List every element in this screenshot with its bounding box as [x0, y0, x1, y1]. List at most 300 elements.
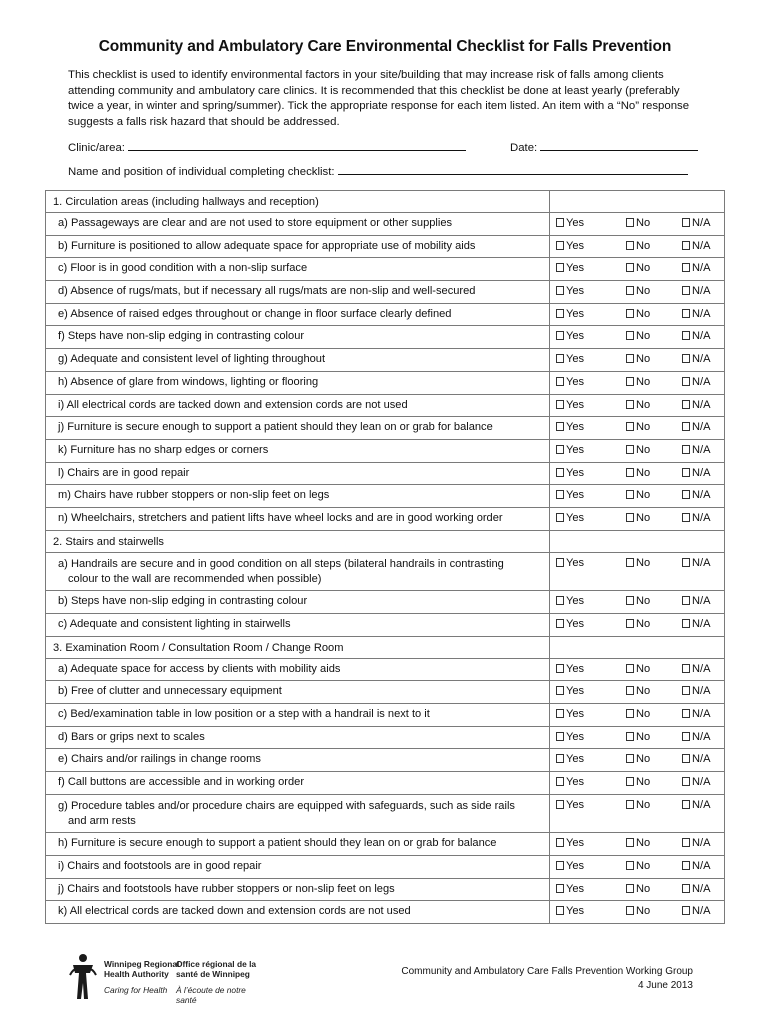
option-na[interactable]: [682, 444, 711, 456]
checkbox-icon[interactable]: [556, 241, 564, 250]
item-text: b) Furniture is positioned to allow adequate space for appropriate use of mobility aids: [58, 239, 476, 252]
option-yes[interactable]: [556, 376, 584, 388]
option-na[interactable]: [682, 308, 711, 320]
response-options: [550, 303, 725, 326]
checkbox-icon[interactable]: [626, 218, 634, 227]
response-options: [550, 394, 725, 417]
option-yes[interactable]: [556, 512, 584, 524]
option-label: No: [636, 595, 651, 608]
checkbox-icon[interactable]: [626, 354, 634, 363]
date-label: Date:: [510, 142, 538, 154]
checkbox-icon[interactable]: [682, 309, 690, 318]
option-no[interactable]: [626, 731, 650, 743]
checkbox-icon[interactable]: [556, 513, 564, 522]
completer-blank-line[interactable]: [338, 164, 688, 175]
option-label: Yes: [566, 443, 585, 456]
checkbox-icon[interactable]: [682, 906, 690, 915]
item-question: [46, 878, 550, 901]
option-no[interactable]: [626, 595, 650, 607]
intro-paragraph: This checklist is used to identify environmental factors in your site/building that may increase risk of falls among clients attending community and ambulatory care clinics. It is recommended that this checklist be done at least yearly (preferably twice a year, in winter and spring/summer). Tick the appropriate response for each item listed. An item with a “No” response suggests a falls risk hazard that should be addressed.: [68, 69, 690, 128]
option-label: N/A: [692, 375, 711, 388]
item-question: [46, 258, 550, 281]
checkbox-icon[interactable]: [626, 709, 634, 718]
checkbox-icon[interactable]: [556, 732, 564, 741]
checkbox-icon[interactable]: [626, 263, 634, 272]
section-blank-cell: [550, 636, 725, 658]
completer-label: Name and position of individual completing checklist:: [68, 166, 335, 178]
checkbox-icon[interactable]: [626, 513, 634, 522]
option-label: Yes: [566, 511, 585, 524]
checklist-item-row: [46, 349, 725, 372]
checkbox-icon[interactable]: [682, 354, 690, 363]
option-na[interactable]: [682, 595, 711, 607]
checkbox-icon[interactable]: [556, 286, 564, 295]
checkbox-icon[interactable]: [556, 331, 564, 340]
option-label: No: [636, 798, 651, 811]
section-title: 3. Examination Room / Consultation Room / Change Room: [46, 636, 550, 658]
item-text: c) Bed/examination table in low position or a step with a handrail is next to it: [58, 707, 430, 720]
option-label: No: [636, 262, 651, 275]
option-yes[interactable]: [556, 330, 584, 342]
option-na[interactable]: [682, 262, 711, 274]
checkbox-icon[interactable]: [556, 619, 564, 628]
option-yes[interactable]: [556, 217, 584, 229]
option-label: No: [636, 421, 651, 434]
date-blank-line[interactable]: [540, 140, 698, 151]
option-na[interactable]: [682, 708, 711, 720]
item-text: i) Chairs and footstools are in good repair: [58, 859, 262, 872]
checkbox-icon[interactable]: [556, 218, 564, 227]
option-na[interactable]: [682, 776, 711, 788]
checkbox-icon[interactable]: [626, 619, 634, 628]
checkbox-icon[interactable]: [682, 686, 690, 695]
option-label: Yes: [566, 730, 585, 743]
option-yes[interactable]: [556, 776, 584, 788]
option-label: N/A: [692, 353, 711, 366]
item-text: l) Chairs are in good repair: [58, 466, 190, 479]
option-label: N/A: [692, 511, 711, 524]
item-question: [46, 901, 550, 924]
checkbox-icon[interactable]: [626, 400, 634, 409]
clinic-blank-line[interactable]: [128, 140, 466, 151]
option-na[interactable]: [682, 618, 711, 630]
checkbox-icon[interactable]: [682, 331, 690, 340]
option-label: No: [636, 859, 651, 872]
checkbox-icon[interactable]: [626, 732, 634, 741]
item-text: b) Free of clutter and unnecessary equipment: [58, 685, 282, 698]
option-no[interactable]: [626, 217, 650, 229]
option-label: N/A: [692, 837, 711, 850]
option-yes[interactable]: [556, 308, 584, 320]
checkbox-icon[interactable]: [626, 754, 634, 763]
checkbox-icon[interactable]: [556, 754, 564, 763]
item-text: m) Chairs have rubber stoppers or non-slip feet on legs: [58, 489, 330, 502]
option-no[interactable]: [626, 444, 650, 456]
option-no[interactable]: [626, 618, 650, 630]
footer-date: 4 June 2013: [637, 980, 693, 991]
item-text: f) Steps have non-slip edging in contrasting colour: [58, 330, 305, 343]
checkbox-icon[interactable]: [626, 686, 634, 695]
option-label: Yes: [566, 239, 585, 252]
option-na[interactable]: [682, 421, 711, 433]
checkbox-icon[interactable]: [626, 884, 634, 893]
checkbox-icon[interactable]: [626, 331, 634, 340]
option-yes[interactable]: [556, 708, 584, 720]
option-na[interactable]: [682, 353, 711, 365]
option-na[interactable]: [682, 685, 711, 697]
item-question: [46, 591, 550, 614]
option-yes[interactable]: [556, 595, 584, 607]
response-options: [550, 591, 725, 614]
item-text: h) Furniture is secure enough to support a patient should they lean on or grab for balance: [58, 837, 497, 850]
checkbox-icon[interactable]: [626, 377, 634, 386]
checkbox-icon[interactable]: [626, 861, 634, 870]
option-no[interactable]: [626, 512, 650, 524]
option-label: No: [636, 307, 651, 320]
option-label: Yes: [566, 421, 585, 434]
response-options: [550, 439, 725, 462]
option-no[interactable]: [626, 489, 650, 501]
option-label: Yes: [566, 775, 585, 788]
option-label: No: [636, 353, 651, 366]
checkbox-icon[interactable]: [682, 286, 690, 295]
checkbox-icon[interactable]: [556, 800, 564, 809]
checkbox-icon[interactable]: [682, 596, 690, 605]
checkbox-icon[interactable]: [682, 490, 690, 499]
checkbox-icon[interactable]: [556, 490, 564, 499]
completer-field[interactable]: [68, 164, 688, 178]
checkbox-icon[interactable]: [682, 422, 690, 431]
option-yes[interactable]: [556, 837, 584, 849]
checkbox-icon[interactable]: [626, 664, 634, 673]
section-header-row: [46, 636, 725, 658]
checkbox-icon[interactable]: [626, 838, 634, 847]
checkbox-icon[interactable]: [626, 468, 634, 477]
option-na[interactable]: [682, 905, 711, 917]
checklist-item-row: [46, 703, 725, 726]
option-no[interactable]: [626, 262, 650, 274]
checkbox-icon[interactable]: [556, 709, 564, 718]
checkbox-icon[interactable]: [682, 241, 690, 250]
checkbox-icon[interactable]: [556, 309, 564, 318]
option-label: No: [636, 398, 651, 411]
checkbox-icon[interactable]: [682, 709, 690, 718]
checkbox-icon[interactable]: [626, 596, 634, 605]
option-na[interactable]: [682, 883, 711, 895]
checkbox-icon[interactable]: [626, 490, 634, 499]
option-label: No: [636, 443, 651, 456]
option-label: Yes: [566, 285, 585, 298]
checkbox-icon[interactable]: [556, 686, 564, 695]
option-yes[interactable]: [556, 883, 584, 895]
option-na[interactable]: [682, 467, 711, 479]
checkbox-icon[interactable]: [556, 558, 564, 567]
item-text: k) All electrical cords are tacked down and extension cords are not used: [58, 905, 411, 918]
response-options: [550, 726, 725, 749]
checkbox-icon[interactable]: [626, 445, 634, 454]
option-na[interactable]: [682, 512, 711, 524]
date-field[interactable]: [510, 140, 698, 154]
item-text: n) Wheelchairs, stretchers and patient lifts have wheel locks and are in good working order: [58, 511, 503, 524]
option-yes[interactable]: [556, 353, 584, 365]
checkbox-icon[interactable]: [682, 218, 690, 227]
option-label: N/A: [692, 859, 711, 872]
option-yes[interactable]: [556, 753, 584, 765]
checkbox-icon[interactable]: [556, 838, 564, 847]
logo-tagline-fr: À l’écoute de notre santé: [176, 985, 246, 1005]
option-yes[interactable]: [556, 467, 584, 479]
option-no[interactable]: [626, 308, 650, 320]
response-options: [550, 507, 725, 530]
option-label: N/A: [692, 285, 711, 298]
checkbox-icon[interactable]: [682, 445, 690, 454]
option-label: Yes: [566, 262, 585, 275]
checkbox-icon[interactable]: [626, 558, 634, 567]
checkbox-icon[interactable]: [556, 354, 564, 363]
option-label: Yes: [566, 398, 585, 411]
option-no[interactable]: [626, 285, 650, 297]
checkbox-icon[interactable]: [626, 309, 634, 318]
logo-french: Office régional de la santé de Winnipeg: [176, 959, 257, 979]
item-text: f) Call buttons are accessible and in working order: [58, 775, 305, 788]
checkbox-icon[interactable]: [682, 884, 690, 893]
response-options: [550, 326, 725, 349]
checkbox-icon[interactable]: [626, 906, 634, 915]
option-label: No: [636, 905, 651, 918]
option-na[interactable]: [682, 217, 711, 229]
checkbox-icon[interactable]: [556, 445, 564, 454]
option-label: No: [636, 511, 651, 524]
item-question: [46, 235, 550, 258]
checkbox-icon[interactable]: [626, 800, 634, 809]
checkbox-icon[interactable]: [556, 884, 564, 893]
option-yes[interactable]: [556, 618, 584, 630]
response-options: [550, 485, 725, 508]
option-label: No: [636, 285, 651, 298]
option-na[interactable]: [682, 663, 711, 675]
checkbox-icon[interactable]: [682, 377, 690, 386]
item-text: d) Absence of rugs/mats, but if necessary all rugs/mats are non-slip and well-secured: [58, 285, 476, 298]
checkbox-icon[interactable]: [626, 422, 634, 431]
option-na[interactable]: [682, 860, 711, 872]
option-na[interactable]: [682, 837, 711, 849]
option-label: N/A: [692, 882, 711, 895]
option-no[interactable]: [626, 753, 650, 765]
checkbox-icon[interactable]: [556, 664, 564, 673]
option-no[interactable]: [626, 685, 650, 697]
option-na[interactable]: [682, 489, 711, 501]
checkbox-icon[interactable]: [556, 596, 564, 605]
checkbox-icon[interactable]: [556, 400, 564, 409]
option-no[interactable]: [626, 860, 650, 872]
item-text: b) Steps have non-slip edging in contrasting colour: [58, 595, 308, 608]
option-na[interactable]: [682, 399, 711, 411]
checkbox-icon[interactable]: [556, 377, 564, 386]
item-question: [46, 855, 550, 878]
option-na[interactable]: [682, 376, 711, 388]
response-options: [550, 703, 725, 726]
option-label: N/A: [692, 421, 711, 434]
item-question: [46, 462, 550, 485]
option-no[interactable]: [626, 799, 650, 811]
option-no[interactable]: [626, 708, 650, 720]
option-yes[interactable]: [556, 799, 584, 811]
checkbox-icon[interactable]: [682, 838, 690, 847]
checkbox-icon[interactable]: [682, 664, 690, 673]
option-label: Yes: [566, 307, 585, 320]
wrha-figure-icon: [68, 953, 98, 1001]
section-header-row: [46, 191, 725, 213]
option-yes[interactable]: [556, 731, 584, 743]
checkbox-icon[interactable]: [682, 400, 690, 409]
option-na[interactable]: [682, 330, 711, 342]
response-options: [550, 552, 725, 591]
option-yes[interactable]: [556, 557, 584, 569]
option-label: Yes: [566, 466, 585, 479]
option-yes[interactable]: [556, 685, 584, 697]
checkbox-icon[interactable]: [682, 619, 690, 628]
item-question: [46, 303, 550, 326]
item-question: [46, 485, 550, 508]
checkbox-icon[interactable]: [682, 754, 690, 763]
item-text: a) Handrails are secure and in good condition on all steps (bilateral handrails in contrasting: [58, 557, 504, 570]
option-na[interactable]: [682, 799, 711, 811]
footer-credit: [401, 965, 693, 993]
option-label: N/A: [692, 662, 711, 675]
item-text: d) Bars or grips next to scales: [58, 730, 205, 743]
option-label: N/A: [692, 556, 711, 569]
checkbox-icon[interactable]: [556, 422, 564, 431]
checkbox-icon[interactable]: [556, 861, 564, 870]
option-label: N/A: [692, 239, 711, 252]
checkbox-icon[interactable]: [682, 861, 690, 870]
checkbox-icon[interactable]: [682, 513, 690, 522]
checklist-item-row: [46, 591, 725, 614]
item-text: e) Absence of raised edges throughout or change in floor surface clearly defined: [58, 307, 452, 320]
option-yes[interactable]: [556, 421, 584, 433]
option-label: N/A: [692, 730, 711, 743]
option-yes[interactable]: [556, 905, 584, 917]
response-options: [550, 417, 725, 440]
option-yes[interactable]: [556, 240, 584, 252]
item-question: [46, 613, 550, 636]
checkbox-icon[interactable]: [556, 263, 564, 272]
checkbox-icon[interactable]: [556, 777, 564, 786]
option-label: N/A: [692, 617, 711, 630]
item-question: [46, 213, 550, 236]
option-label: No: [636, 489, 651, 502]
option-no[interactable]: [626, 467, 650, 479]
checkbox-icon[interactable]: [682, 558, 690, 567]
option-na[interactable]: [682, 285, 711, 297]
option-na[interactable]: [682, 753, 711, 765]
option-no[interactable]: [626, 883, 650, 895]
option-no[interactable]: [626, 330, 650, 342]
option-label: No: [636, 617, 651, 630]
item-text: j) Chairs and footstools have rubber stoppers or non-slip feet on legs: [58, 882, 395, 895]
option-label: No: [636, 730, 651, 743]
option-yes[interactable]: [556, 663, 584, 675]
item-question: [46, 681, 550, 704]
checkbox-icon[interactable]: [626, 241, 634, 250]
checkbox-icon[interactable]: [682, 468, 690, 477]
option-no[interactable]: [626, 776, 650, 788]
response-options: [550, 281, 725, 304]
option-no[interactable]: [626, 376, 650, 388]
item-question: [46, 507, 550, 530]
checklist-item-row: [46, 681, 725, 704]
item-text: j) Furniture is secure enough to support a patient should they lean on or grab for balance: [58, 421, 493, 434]
option-no[interactable]: [626, 837, 650, 849]
item-question: [46, 417, 550, 440]
option-na[interactable]: [682, 731, 711, 743]
option-no[interactable]: [626, 353, 650, 365]
option-label: Yes: [566, 330, 585, 343]
option-label: N/A: [692, 443, 711, 456]
response-options: [550, 681, 725, 704]
option-label: Yes: [566, 217, 585, 229]
option-label: N/A: [692, 707, 711, 720]
option-label: Yes: [566, 375, 585, 388]
checklist-item-row: [46, 258, 725, 281]
option-no[interactable]: [626, 399, 650, 411]
item-question: [46, 326, 550, 349]
item-question: [46, 552, 550, 591]
checkbox-icon[interactable]: [556, 468, 564, 477]
option-label: No: [636, 753, 651, 766]
clinic-field[interactable]: [68, 140, 466, 154]
option-label: N/A: [692, 330, 711, 343]
option-label: Yes: [566, 753, 585, 766]
option-no[interactable]: [626, 905, 650, 917]
option-yes[interactable]: [556, 489, 584, 501]
option-label: No: [636, 466, 651, 479]
item-question: [46, 794, 550, 833]
option-yes[interactable]: [556, 444, 584, 456]
option-yes[interactable]: [556, 262, 584, 274]
option-no[interactable]: [626, 557, 650, 569]
checklist-item-row: [46, 417, 725, 440]
option-label: Yes: [566, 707, 585, 720]
checkbox-icon[interactable]: [682, 777, 690, 786]
checkbox-icon[interactable]: [682, 800, 690, 809]
option-label: No: [636, 556, 651, 569]
option-label: No: [636, 662, 651, 675]
option-label: N/A: [692, 262, 711, 275]
option-na[interactable]: [682, 557, 711, 569]
checkbox-icon[interactable]: [682, 732, 690, 741]
option-no[interactable]: [626, 240, 650, 252]
checklist-item-row: [46, 303, 725, 326]
option-na[interactable]: [682, 240, 711, 252]
option-label: No: [636, 239, 651, 252]
option-no[interactable]: [626, 663, 650, 675]
option-yes[interactable]: [556, 399, 584, 411]
checklist-item-row: [46, 326, 725, 349]
option-yes[interactable]: [556, 860, 584, 872]
checklist-item-row: [46, 281, 725, 304]
checkbox-icon[interactable]: [626, 777, 634, 786]
checkbox-icon[interactable]: [682, 263, 690, 272]
option-no[interactable]: [626, 421, 650, 433]
section-blank-cell: [550, 191, 725, 213]
option-label: Yes: [566, 905, 585, 918]
checkbox-icon[interactable]: [626, 286, 634, 295]
option-yes[interactable]: [556, 285, 584, 297]
checkbox-icon[interactable]: [556, 906, 564, 915]
checklist-item-row: [46, 658, 725, 681]
logo-english: Winnipeg Regional Health Authority: [104, 959, 180, 979]
